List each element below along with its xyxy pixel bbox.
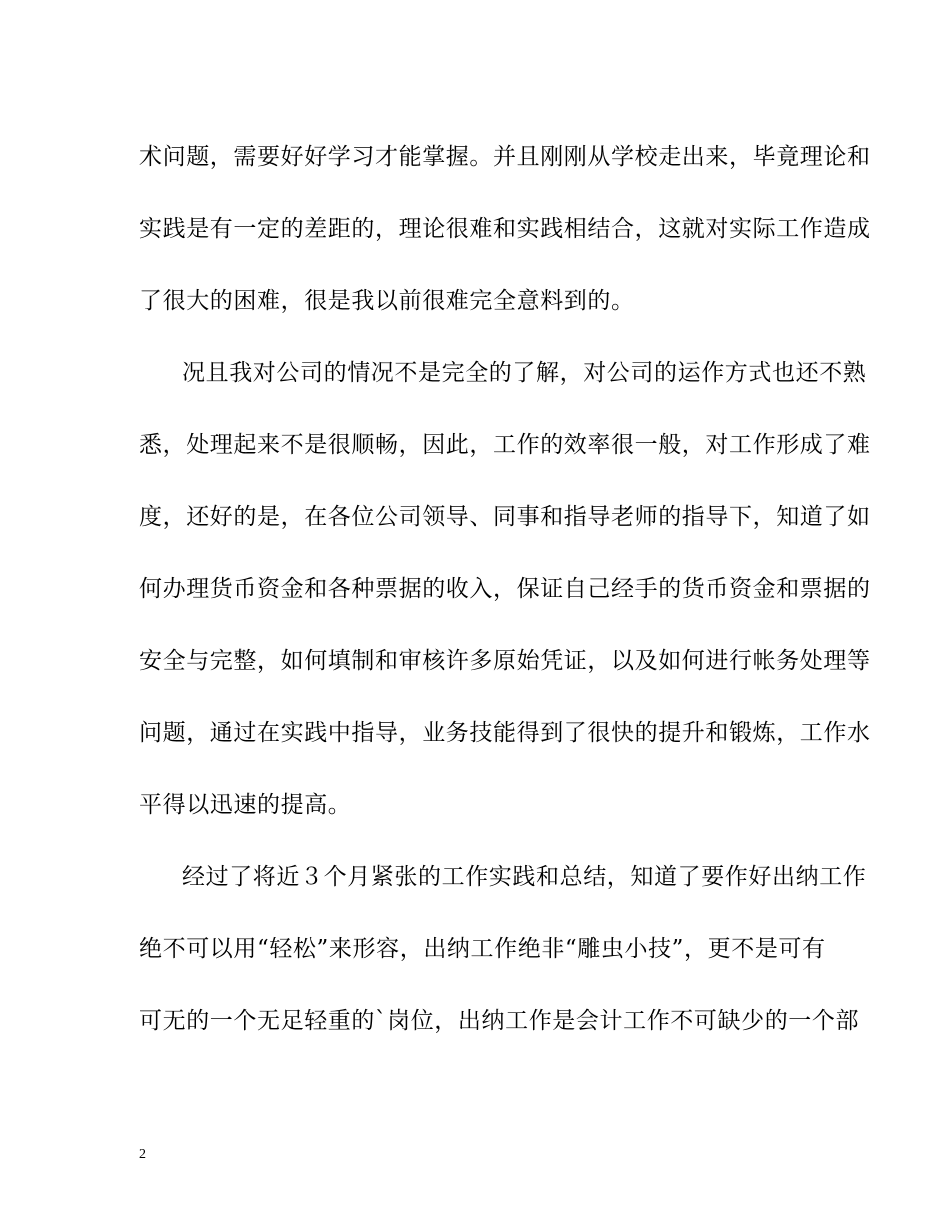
- text-line-2: 实践是有一定的差距的，理论很难和实践相结合，这就对实际工作造成: [139, 216, 871, 242]
- text-line-4-paragraph-start: 况且我对公司的情况不是完全的了解，对公司的运作方式也还不熟: [182, 360, 867, 386]
- text-line-5: 悉，处理起来不是很顺畅，因此，工作的效率很一般，对工作形成了难: [139, 432, 871, 458]
- text-line-7: 何办理货币资金和各种票据的收入，保证自己经手的货币资金和票据的: [139, 576, 871, 602]
- text-line-10: 平得以迅速的提高。: [139, 792, 352, 818]
- text-line-6: 度，还好的是，在各位公司领导、同事和指导老师的指导下，知道了如: [139, 504, 871, 530]
- text-line-12: 绝不可以用“轻松”来形容，出纳工作绝非“雕虫小技”，更不是可有: [139, 936, 826, 962]
- text-line-9: 问题，通过在实践中指导，业务技能得到了很快的提升和锻炼，工作水: [139, 720, 871, 746]
- text-line-1: 术问题，需要好好学习才能掌握。并且刚刚从学校走出来，毕竟理论和: [139, 144, 871, 170]
- page-number: 2: [139, 1147, 146, 1162]
- text-line-3: 了很大的困难，很是我以前很难完全意料到的。: [139, 288, 635, 314]
- text-line-11-paragraph-start: 经过了将近３个月紧张的工作实践和总结，知道了要作好出纳工作: [182, 864, 867, 890]
- text-line-8: 安全与完整，如何填制和审核许多原始凭证，以及如何进行帐务处理等: [139, 648, 871, 674]
- text-line-13: 可无的一个无足轻重的`岗位，出纳工作是会计工作不可缺少的一个部: [139, 1008, 860, 1034]
